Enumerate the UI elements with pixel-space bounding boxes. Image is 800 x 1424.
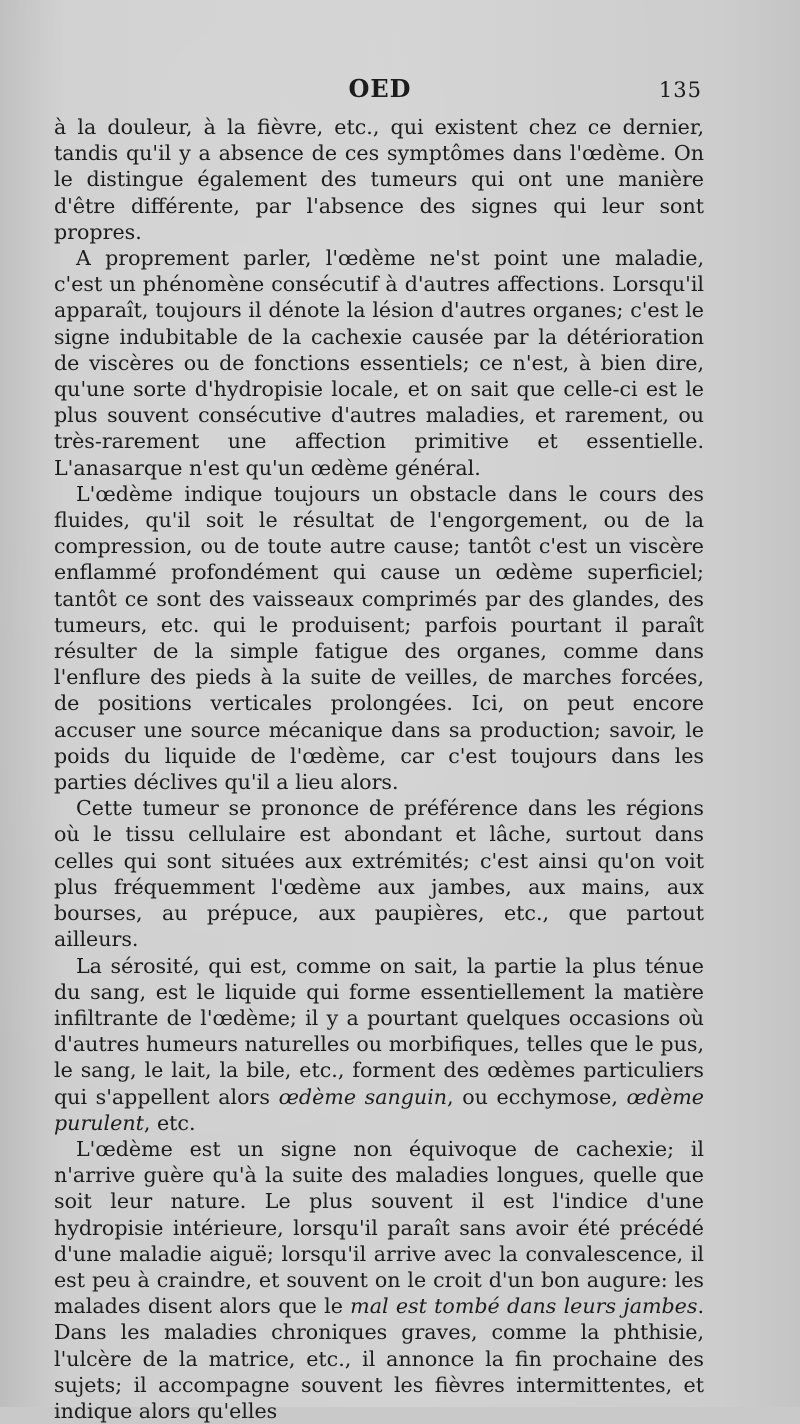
paragraph-p4 — [54, 795, 704, 952]
text-segment: La sérosité, qui est, comme on sait, la partie la plus ténue du sang, est le liquide qui forme essentiellement la matière infiltrante de l'œdème; il y a pourtant quelques occasions où d'autres humeurs naturelles ou morbifiques, telles que le pus, le sang, le lait, la bile, etc., forment des œdèmes particuliers qui s'appellent alors — [54, 953, 704, 1109]
paragraph-p2 — [54, 245, 704, 481]
paragraph-p6 — [54, 1136, 704, 1424]
paragraph-p3 — [54, 481, 704, 795]
page-header — [54, 74, 704, 114]
body-text — [54, 114, 704, 1424]
text-segment: Cette tumeur se prononce de préférence dans les régions où le tissu cellulaire est abondant et lâche, surtout dans celles qui sont situées aux extrémités; c'est ainsi qu'on voit plus fréquemment l'œdème aux jambes, aux mains, aux bourses, au prépuce, aux paupières, etc., que partout ailleurs. — [54, 796, 704, 952]
text-segment: L'œdème indique toujours un obstacle dans le cours des fluides, qu'il soit le résultat de l'engorgement, ou de la compression, ou de toute autre cause; tantôt c'est un viscère enflammé profondément qui cause un œdème superficiel; tantôt ce sont des vaisseaux comprimés par des glandes, des tumeurs, etc. qui le produisent; parfois pourtant il paraît résulter de la simple fatigue des organes, comme dans l'enflure des pieds à la suite de veilles, de marches forcées, de positions verticales prolongées. Ici, on peut encore accuser une source mécanique dans sa production; savoir, le poids du liquide de l'œdème, car c'est toujours dans les parties déclives qu'il a lieu alors. — [54, 481, 704, 795]
paragraph-p1 — [54, 114, 704, 245]
text-segment: A proprement parler, l'œdème ne'st point une maladie, c'est un phénomène consécutif à d'autres affections. Lorsqu'il apparaît, toujours il dénote la lésion d'autres organes; c'est le signe indubitable de la cachexie causée par la détérioration de viscères ou de fonctions essentiels; ce n'est, à bien dire, qu'une sorte d'hydropisie locale, et on sait que celle-ci est le plus souvent consécutive d'autres maladies, et rarement, ou très-rarement une affection primitive et essentielle. L'anasarque n'est qu'un œdème général. — [54, 246, 704, 480]
text-segment: L'œdème est un signe non équivoque de cachexie; il n'arrive guère qu'à la suite des maladies longues, quelle que soit leur nature. Le plus souvent il est l'indice d'une hydropisie intérieure, lorsqu'il paraît sans avoir été précédé d'une maladie aiguë; lorsqu'il arrive avec la convalescence, il est peu à craindre, et souvent on le croit d'un bon augure: les malades disent alors que le — [54, 1136, 704, 1319]
text-segment: . Dans les maladies chroniques graves, comme la phthisie, l'ulcère de la matrice, etc., il annonce la fin prochaine des sujets; il accompagne souvent les fièvres intermittentes, et indique alors qu'elles — [54, 1294, 704, 1423]
italic-term: mal est tombé dans leurs jambes — [350, 1294, 698, 1319]
paragraph-p5 — [54, 953, 704, 1136]
text-segment: , ou ecchymose, — [447, 1084, 627, 1109]
text-segment: , etc. — [143, 1110, 196, 1135]
running-title: OED — [348, 74, 412, 103]
italic-term: œdème sanguin — [278, 1084, 448, 1109]
italic-term: œdème purulent — [54, 1084, 704, 1135]
page-number: 135 — [658, 78, 702, 102]
text-segment: à la douleur, à la fièvre, etc., qui existent chez ce dernier, tandis qu'il y a absence de ces symptômes dans l'œdème. On le distingue également des tumeurs qui ont une manière d'être différente, par l'absence des signes qui leur sont propres. — [54, 115, 704, 244]
